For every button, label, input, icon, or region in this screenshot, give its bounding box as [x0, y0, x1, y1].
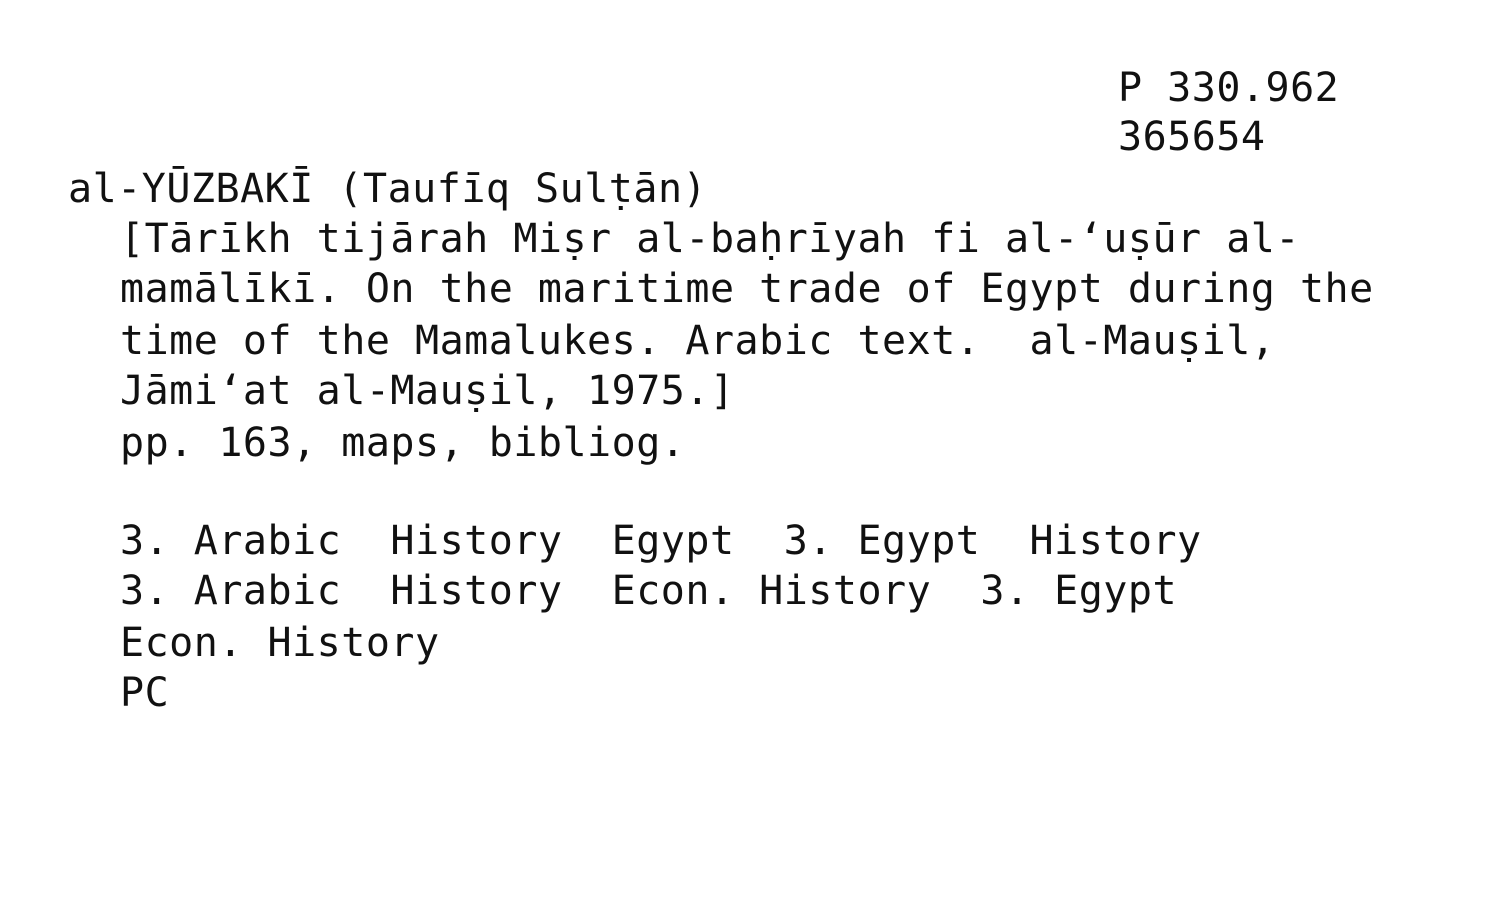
collation: pp. 163, maps, bibliog. [120, 420, 686, 466]
title-line-4: Jāmi‘at al-Mauṣil, 1975.] [120, 368, 735, 414]
subject-line-1: 3. Arabic History Egypt 3. Egypt History [120, 518, 1202, 564]
accession-number: 365654 [1118, 114, 1266, 160]
title-line-3: time of the Mamalukes. Arabic text. al-Mauṣil, [120, 318, 1276, 364]
subject-line-3: Econ. History [120, 620, 440, 666]
subject-line-2: 3. Arabic History Econ. History 3. Egypt [120, 568, 1178, 614]
call-number: P 330.962 [1118, 65, 1340, 111]
title-line-1: [Tārīkh tijārah Miṣr al-baḥrīyah fi al-‘uṣūr al- [120, 216, 1300, 262]
location-code: PC [120, 670, 170, 716]
author-heading: al-YŪZBAKĪ (Taufīq Sulṭān) [68, 166, 708, 212]
title-line-2: mamālīkī. On the maritime trade of Egypt during the [120, 266, 1374, 312]
